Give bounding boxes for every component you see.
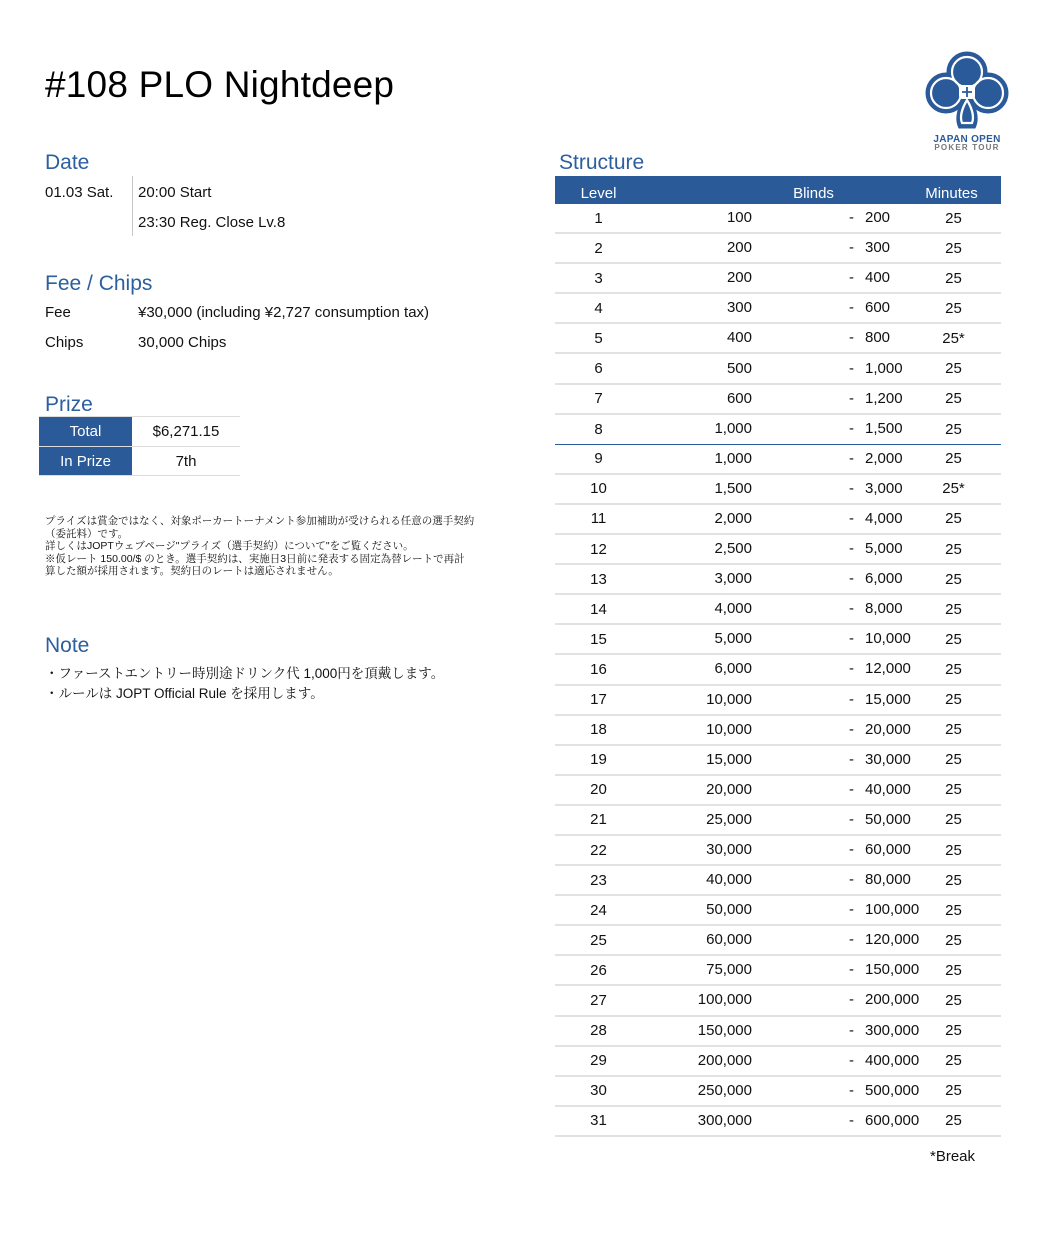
- prize-disclaimer: [45, 515, 515, 578]
- minutes-cell: 25: [945, 781, 962, 799]
- level-cell: 15: [590, 630, 607, 648]
- prize-table: [39, 416, 240, 476]
- structure-row: [555, 1077, 1001, 1107]
- structure-row: [555, 776, 1001, 806]
- date-heading: Date: [45, 151, 90, 174]
- minutes-cell: 25: [945, 239, 962, 257]
- big-blind: 80,000: [865, 871, 911, 889]
- big-blind: 30,000: [865, 750, 911, 768]
- minutes-cell: 25: [945, 600, 962, 618]
- minutes-cell: 25: [945, 510, 962, 528]
- blind-separator: -: [849, 630, 854, 648]
- small-blind: 3,000: [714, 570, 752, 588]
- minutes-cell: 25: [945, 931, 962, 949]
- minutes-cell: 25: [945, 691, 962, 709]
- blind-separator: -: [849, 570, 854, 588]
- level-cell: 18: [590, 721, 607, 739]
- level-cell: 26: [590, 961, 607, 979]
- level-cell: 3: [594, 269, 603, 287]
- structure-row: [555, 445, 1001, 475]
- big-blind: 6,000: [865, 570, 903, 588]
- blind-separator: -: [849, 359, 854, 377]
- disclaimer-line: （委託料）です。: [45, 527, 129, 540]
- structure-row: [555, 535, 1001, 565]
- level-cell: 11: [590, 510, 607, 528]
- big-blind: 1,200: [865, 389, 903, 407]
- blind-separator: -: [849, 420, 854, 438]
- small-blind: 10,000: [706, 720, 752, 738]
- blind-separator: -: [849, 961, 854, 979]
- header-minutes: Minutes: [925, 185, 978, 202]
- blind-separator: -: [849, 449, 854, 467]
- blind-separator: -: [849, 931, 854, 949]
- big-blind: 400,000: [865, 1051, 920, 1069]
- structure-row: [555, 956, 1001, 986]
- prize-label: Total: [39, 417, 132, 446]
- structure-row: [555, 986, 1001, 1016]
- minutes-cell: 25: [945, 299, 962, 317]
- minutes-cell: 25: [945, 901, 962, 919]
- big-blind: 200,000: [865, 991, 920, 1009]
- level-cell: 8: [594, 420, 603, 438]
- minutes-cell: 25: [945, 1112, 962, 1130]
- blind-separator: -: [849, 810, 854, 828]
- minutes-cell: 25: [945, 269, 962, 287]
- blind-separator: -: [849, 991, 854, 1009]
- prize-value: $6,271.15: [152, 423, 220, 440]
- blind-separator: -: [849, 209, 854, 227]
- structure-row: [555, 866, 1001, 896]
- small-blind: 300,000: [697, 1111, 752, 1129]
- logo-text-line2: POKER TOUR: [934, 143, 1000, 152]
- big-blind: 4,000: [865, 509, 903, 527]
- minutes-cell: 25: [945, 570, 962, 588]
- fee-label: Fee: [45, 304, 71, 321]
- big-blind: 40,000: [865, 780, 911, 798]
- disclaimer-line: ※仮レート 150.00/$ のとき。選手契約は、実施日3日前に発表する固定為替レートで再計: [45, 552, 465, 565]
- big-blind: 60,000: [865, 841, 911, 859]
- blind-separator: -: [849, 479, 854, 497]
- minutes-cell: 25: [945, 871, 962, 889]
- big-blind: 15,000: [865, 690, 911, 708]
- structure-row: [555, 926, 1001, 956]
- big-blind: 100,000: [865, 901, 920, 919]
- level-cell: 28: [590, 1022, 607, 1040]
- note-line: ・ルールは JOPT Official Rule を採用します。: [45, 686, 324, 701]
- small-blind: 1,000: [714, 449, 752, 467]
- small-blind: 250,000: [697, 1081, 752, 1099]
- blind-separator: -: [849, 1051, 854, 1069]
- big-blind: 120,000: [865, 931, 920, 949]
- structure-row: [555, 1107, 1001, 1137]
- minutes-cell: 25: [945, 540, 962, 558]
- structure-row: [555, 324, 1001, 354]
- big-blind: 5,000: [865, 540, 903, 558]
- structure-row: [555, 204, 1001, 234]
- small-blind: 2,500: [714, 540, 752, 558]
- small-blind: 30,000: [706, 841, 752, 859]
- small-blind: 1,500: [714, 479, 752, 497]
- date-day: 01.03 Sat.: [45, 184, 114, 201]
- blind-separator: -: [849, 329, 854, 347]
- small-blind: 400: [726, 329, 752, 347]
- big-blind: 1,000: [865, 359, 903, 377]
- minutes-cell: 25: [945, 991, 962, 1009]
- big-blind: 2,000: [865, 449, 903, 467]
- big-blind: 300: [865, 239, 891, 257]
- level-cell: 5: [594, 329, 603, 347]
- small-blind: 5,000: [714, 630, 752, 648]
- level-cell: 16: [590, 660, 607, 678]
- small-blind: 150,000: [697, 1021, 752, 1039]
- start-time: 20:00 Start: [138, 184, 212, 201]
- structure-row: [555, 716, 1001, 746]
- minutes-cell: 25: [945, 450, 962, 468]
- small-blind: 40,000: [706, 871, 752, 889]
- structure-row: [555, 1017, 1001, 1047]
- level-cell: 24: [590, 901, 607, 919]
- header-blinds: Blinds: [793, 185, 834, 202]
- small-blind: 200: [726, 239, 752, 257]
- disclaimer-line: プライズは賞金ではなく、対象ポーカートーナメント参加補助が受けられる任意の選手契約: [45, 515, 475, 527]
- level-cell: 29: [590, 1052, 607, 1070]
- break-footnote: *Break: [930, 1148, 976, 1165]
- structure-row: [555, 505, 1001, 535]
- small-blind: 20,000: [706, 780, 752, 798]
- blind-separator: -: [849, 269, 854, 287]
- level-cell: 31: [590, 1112, 607, 1130]
- small-blind: 200: [726, 269, 752, 287]
- small-blind: 15,000: [706, 750, 752, 768]
- blind-separator: -: [849, 600, 854, 618]
- blind-separator: -: [849, 509, 854, 527]
- structure-row: [555, 806, 1001, 836]
- level-cell: 2: [594, 239, 603, 257]
- level-cell: 10: [590, 480, 607, 498]
- big-blind: 600,000: [865, 1111, 920, 1129]
- prize-row-in-prize: [39, 446, 240, 476]
- minutes-cell: 25: [945, 390, 962, 408]
- small-blind: 100: [726, 209, 752, 227]
- small-blind: 50,000: [706, 901, 752, 919]
- structure-table: [555, 176, 1001, 1137]
- minutes-cell: 25: [945, 420, 962, 438]
- level-cell: 6: [594, 360, 603, 378]
- structure-row: [555, 475, 1001, 505]
- blind-separator: -: [849, 780, 854, 798]
- big-blind: 300,000: [865, 1021, 920, 1039]
- minutes-cell: 25: [945, 1082, 962, 1100]
- minutes-cell: 25: [945, 660, 962, 678]
- structure-row: [555, 896, 1001, 926]
- blind-separator: -: [849, 901, 854, 919]
- level-cell: 17: [590, 691, 607, 709]
- header-level: Level: [580, 185, 617, 202]
- blind-separator: -: [849, 690, 854, 708]
- blind-separator: -: [849, 720, 854, 738]
- small-blind: 75,000: [706, 961, 752, 979]
- structure-row: [555, 415, 1001, 445]
- blind-separator: -: [849, 841, 854, 859]
- level-cell: 21: [590, 811, 607, 829]
- page-title: #108 PLO Nightdeep: [45, 64, 395, 105]
- structure-row: [555, 625, 1001, 655]
- blind-separator: -: [849, 660, 854, 678]
- structure-body: [555, 204, 1001, 1137]
- small-blind: 10,000: [706, 690, 752, 708]
- structure-row: [555, 294, 1001, 324]
- level-cell: 9: [594, 450, 603, 468]
- disclaimer-line: 詳しくはJOPTウェブページ"プライズ（選手契約）について"をご覧ください。: [45, 540, 414, 552]
- logo-text-line1: JAPAN OPEN: [933, 134, 1001, 145]
- minutes-cell: 25: [945, 841, 962, 859]
- blind-separator: -: [849, 1081, 854, 1099]
- prize-row-total: [39, 416, 240, 446]
- minutes-cell: 25: [945, 721, 962, 739]
- level-cell: 30: [590, 1082, 607, 1100]
- structure-row: [555, 354, 1001, 384]
- minutes-cell: 25: [945, 751, 962, 769]
- structure-row: [555, 655, 1001, 685]
- level-cell: 25: [590, 931, 607, 949]
- big-blind: 600: [865, 299, 891, 317]
- small-blind: 300: [726, 299, 752, 317]
- disclaimer-line: 算した額が採用されます。契約日のレートは適応されません。: [45, 565, 339, 577]
- minutes-cell: 25: [945, 811, 962, 829]
- big-blind: 20,000: [865, 720, 911, 738]
- big-blind: 50,000: [865, 810, 911, 828]
- prize-heading: Prize: [45, 393, 93, 416]
- big-blind: 200: [865, 209, 891, 227]
- prize-value: 7th: [175, 452, 197, 470]
- level-cell: 12: [590, 540, 607, 558]
- jopt-logo: [924, 48, 1010, 152]
- big-blind: 10,000: [865, 630, 911, 648]
- big-blind: 500,000: [865, 1081, 920, 1099]
- level-cell: 13: [590, 570, 607, 588]
- note-line: ・ファーストエントリー時別途ドリンク代 1,000円を頂戴します。: [45, 666, 445, 681]
- minutes-cell: 25: [945, 1052, 962, 1070]
- note-heading: Note: [45, 634, 90, 657]
- blind-separator: -: [849, 540, 854, 558]
- small-blind: 6,000: [714, 660, 752, 678]
- big-blind: 3,000: [865, 479, 903, 497]
- minutes-cell: 25: [945, 961, 962, 979]
- big-blind: 150,000: [865, 961, 920, 979]
- structure-heading: Structure: [559, 151, 645, 174]
- minutes-cell: 25: [945, 630, 962, 648]
- structure-row: [555, 234, 1001, 264]
- blind-separator: -: [849, 750, 854, 768]
- small-blind: 200,000: [697, 1051, 752, 1069]
- reg-close-time: 23:30 Reg. Close Lv.8: [138, 214, 286, 231]
- small-blind: 1,000: [714, 420, 752, 438]
- level-cell: 7: [594, 390, 603, 408]
- prize-label: In Prize: [39, 447, 132, 475]
- big-blind: 8,000: [865, 600, 903, 618]
- level-cell: 1: [594, 209, 603, 227]
- structure-row: [555, 836, 1001, 866]
- minutes-cell: 25: [945, 360, 962, 378]
- fee-chips-heading: Fee / Chips: [45, 272, 153, 295]
- big-blind: 800: [865, 329, 891, 347]
- blind-separator: -: [849, 389, 854, 407]
- chips-label: Chips: [45, 334, 84, 351]
- small-blind: 2,000: [714, 509, 752, 527]
- small-blind: 600: [726, 389, 752, 407]
- club-logo-icon: [924, 48, 1010, 134]
- chips-value: 30,000 Chips: [138, 334, 227, 351]
- blind-separator: -: [849, 871, 854, 889]
- blind-separator: -: [849, 239, 854, 257]
- big-blind: 400: [865, 269, 891, 287]
- structure-row: [555, 686, 1001, 716]
- blind-separator: -: [849, 1021, 854, 1039]
- date-divider: [132, 176, 133, 236]
- note-list: [45, 664, 444, 704]
- blind-separator: -: [849, 1111, 854, 1129]
- structure-row: [555, 595, 1001, 625]
- level-cell: 20: [590, 781, 607, 799]
- structure-header-row: [555, 176, 1001, 204]
- minutes-cell: 25*: [942, 480, 965, 498]
- small-blind: 25,000: [706, 810, 752, 828]
- big-blind: 1,500: [865, 420, 903, 438]
- level-cell: 22: [590, 841, 607, 859]
- level-cell: 23: [590, 871, 607, 889]
- minutes-cell: 25: [945, 1022, 962, 1040]
- fee-value: ¥30,000 (including ¥2,727 consumption tax): [138, 304, 430, 321]
- level-cell: 19: [590, 751, 607, 769]
- level-cell: 27: [590, 991, 607, 1009]
- big-blind: 12,000: [865, 660, 911, 678]
- blind-separator: -: [849, 299, 854, 317]
- structure-row: [555, 1047, 1001, 1077]
- minutes-cell: 25*: [942, 329, 965, 347]
- level-cell: 4: [594, 299, 603, 317]
- structure-row: [555, 746, 1001, 776]
- small-blind: 500: [726, 359, 752, 377]
- structure-row: [555, 264, 1001, 294]
- structure-row: [555, 565, 1001, 595]
- small-blind: 100,000: [697, 991, 752, 1009]
- small-blind: 60,000: [706, 931, 752, 949]
- minutes-cell: 25: [945, 209, 962, 227]
- level-cell: 14: [590, 600, 607, 618]
- structure-row: [555, 385, 1001, 415]
- small-blind: 4,000: [714, 600, 752, 618]
